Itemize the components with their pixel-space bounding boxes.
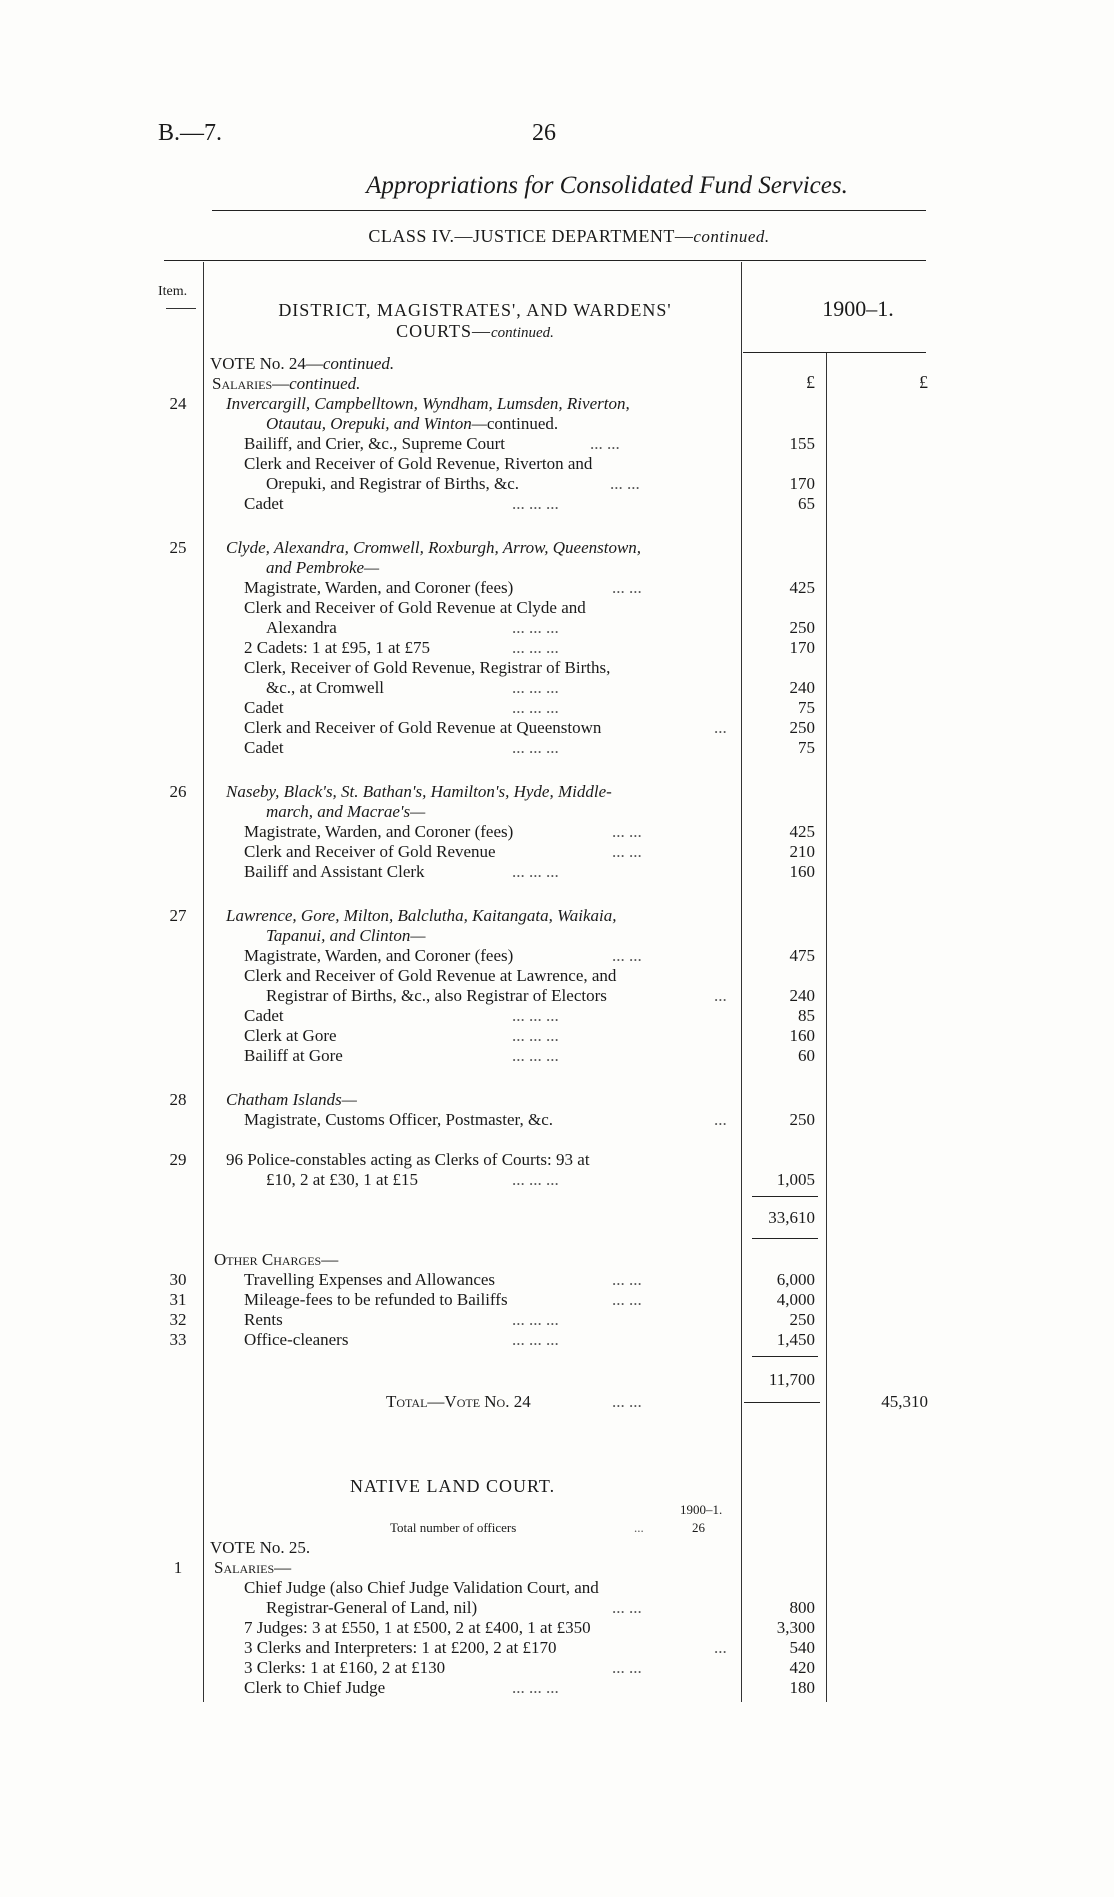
row-dots: ... ... ... [512,494,559,513]
row-text: Rents [244,1310,283,1329]
title-rule [212,210,926,211]
table-row [0,1618,1114,1638]
total-row [0,1392,1114,1412]
document-reference: B.—7. [158,120,223,146]
group-heading-cont [266,414,558,434]
group-25-heading-row [0,538,1114,558]
group-24-heading-row [0,394,1114,414]
row-text: 7 Judges: 3 at £550, 1 at £500, 2 at £400, 1 at £350 [244,1618,591,1637]
table-row [0,1330,1114,1350]
row-dots: ... ... ... [512,1330,559,1349]
row-dots: ... ... ... [512,1046,559,1065]
table-row [0,822,1114,842]
row-text: Bailiff and Assistant Clerk [244,862,425,881]
group-heading-text: Otautau, Orepuki, and Winton— [266,414,487,433]
row-text: Magistrate, Customs Officer, Postmaster, &c. [244,1110,553,1129]
table-row [0,618,1114,638]
pound-sign-1: £ [806,372,815,392]
table-row [0,1310,1114,1330]
salaries-label: Salaries— [214,1558,292,1577]
subtotal-rule-bottom [752,1238,818,1239]
item-number: 31 [169,1290,187,1309]
other-subtotal-rule [752,1356,818,1357]
row-amount: 155 [789,434,815,453]
class-heading [212,226,926,247]
salaries-label-row [0,374,1114,394]
vote-24-label [210,354,394,374]
table-row [0,842,1114,862]
row-text: Clerk and Receiver of Gold Revenue at Clyde and [244,598,586,617]
item-header-dash [166,308,196,309]
table-row [0,474,1114,494]
row-dots: ... ... ... [512,638,559,657]
row-amount: 240 [789,986,815,1005]
row-text: Magistrate, Warden, and Coroner (fees) [244,578,514,597]
row-text: Registrar of Births, &c., also Registrar of Electors [266,986,607,1005]
row-text: Magistrate, Warden, and Coroner (fees) [244,946,514,965]
table-row [0,1290,1114,1310]
class-heading-text: CLASS IV.—JUSTICE DEPARTMENT— [368,226,694,246]
row-amount: 160 [789,1026,815,1045]
salaries-text: Salaries— [212,374,290,393]
group-27-heading-row2 [0,926,1114,946]
item-number: 1 [173,1558,183,1577]
row-text: Clerk and Receiver of Gold Revenue at Queenstown [244,718,602,737]
row-dots: ... ... ... [512,738,559,757]
table-row [0,1026,1114,1046]
row-dots: ... ... [612,1598,642,1617]
item-number: 25 [169,538,187,557]
item-number: 33 [169,1330,187,1349]
other-charges-label: Other Charges— [214,1250,339,1269]
section-title-continued: continued. [491,325,554,341]
group-26-heading-row2 [0,802,1114,822]
row-amount: 1,005 [776,1170,815,1189]
row-amount: 425 [789,578,815,597]
table-row [0,946,1114,966]
row-text: Cadet [244,1006,284,1025]
vote-25-label-row [0,1538,1114,1558]
row-text: Clerk, Receiver of Gold Revenue, Registrar of Births, [244,658,611,677]
table-row [0,1006,1114,1026]
total-label: Total—Vote No. 24 [386,1392,531,1411]
class-rule [164,260,926,261]
row-dots: ... [714,718,727,737]
table-row [0,578,1114,598]
table-row [0,1598,1114,1618]
salaries-subtotal-row [0,1208,1114,1228]
native-land-court-title: NATIVE LAND COURT. [350,1476,556,1496]
table-row [0,1578,1114,1598]
row-text: Clerk and Receiver of Gold Revenue [244,842,496,861]
vote-24-continued: continued. [322,354,395,373]
row-dots: ... ... [612,578,642,597]
row-dots: ... ... [612,1392,642,1411]
row-dots: ... ... ... [512,1310,559,1329]
page-number: 26 [532,120,556,146]
group-heading-cont: and Pembroke— [266,558,380,577]
row-text: Registrar-General of Land, nil) [266,1598,478,1617]
officers-label: Total number of officers [390,1520,517,1535]
group-heading: Clyde, Alexandra, Cromwell, Roxburgh, Arrow, Queenstown, [226,538,642,557]
row-dots: ... ... [612,1658,642,1677]
row-dots: ... ... [590,434,620,453]
year-column-header: 1900–1. [822,296,894,321]
group-27-heading-row [0,906,1114,926]
vote-24-label-row [0,354,1114,374]
pound-sign-2: £ [919,372,928,392]
page-title: Appropriations for Consolidated Fund Services. [366,172,848,199]
group-heading: Invercargill, Campbelltown, Wyndham, Lumsden, Riverton, [226,394,630,413]
section-title-courts: COURTS— [396,321,492,341]
table-row [0,658,1114,678]
police-row-2 [0,1170,1114,1190]
table-row [0,1658,1114,1678]
row-text: Bailiff, and Crier, &c., Supreme Court [244,434,506,453]
row-dots: ... ... [612,822,642,841]
item-number: 29 [169,1150,187,1169]
row-dots: ... ... ... [512,618,559,637]
vote-24-text: VOTE No. 24— [210,354,323,373]
table-row [0,1110,1114,1130]
row-amount: 65 [798,494,815,513]
row-amount: 240 [789,678,815,697]
row-dots: ... ... ... [512,698,559,717]
row-dots: ... [714,986,727,1005]
year-header-rule [743,352,926,353]
group-heading-cont: march, and Macrae's— [266,802,426,821]
row-text: Clerk and Receiver of Gold Revenue, Riverton and [244,454,593,473]
row-dots: ... ... [612,1290,642,1309]
subtotal-rule [752,1196,818,1197]
row-amount: 1,450 [776,1330,815,1349]
table-row [0,494,1114,514]
row-text: Cadet [244,494,284,513]
row-text: 2 Cadets: 1 at £95, 1 at £75 [244,638,431,657]
row-amount: 425 [789,822,815,841]
row-amount: 4,000 [776,1290,815,1309]
row-amount: 85 [798,1006,815,1025]
row-dots: ... ... ... [512,1006,559,1025]
row-dots: ... ... [612,946,642,965]
row-amount: 420 [789,1658,815,1677]
row-dots: ... ... ... [512,1170,559,1189]
table-row [0,986,1114,1006]
table-row [0,598,1114,618]
class-heading-continued: continued. [693,227,770,246]
salaries-label [212,374,360,394]
row-text: 3 Clerks and Interpreters: 1 at £200, 2 at £170 [244,1638,557,1657]
row-dots: ... [634,1520,644,1535]
row-text: Clerk and Receiver of Gold Revenue at Lawrence, and [244,966,617,985]
row-dots: ... ... [612,1270,642,1289]
item-number: 27 [169,906,187,925]
row-amount: 250 [789,1310,815,1329]
item-column-header: Item. [158,284,188,299]
group-28-heading-row [0,1090,1114,1110]
row-amount: 250 [789,1110,815,1129]
other-charges-label-row [0,1250,1114,1270]
vote-25-label: VOTE No. 25. [210,1538,311,1557]
row-dots: ... ... ... [512,1026,559,1045]
item-number: 28 [169,1090,187,1109]
total-amount: 45,310 [881,1392,928,1411]
row-dots: ... ... ... [512,678,559,697]
row-amount: 800 [789,1598,815,1617]
row-dots: ... ... ... [512,1678,559,1697]
row-dots: ... ... ... [512,862,559,881]
item-number: 26 [169,782,187,801]
table-row [0,1046,1114,1066]
row-amount: 250 [789,618,815,637]
vote-25-salaries-row [0,1558,1114,1578]
table-row [0,718,1114,738]
group-heading: Chatham Islands— [226,1090,357,1109]
row-amount: 3,300 [776,1618,815,1637]
row-text: Orepuki, and Registrar of Births, &c. [266,474,520,493]
row-amount: 170 [789,474,815,493]
group-heading-continued: continued. [486,414,559,433]
officers-row [0,1518,1114,1538]
row-text: Travelling Expenses and Allowances [244,1270,496,1289]
table-row [0,966,1114,986]
row-text: Cadet [244,698,284,717]
table-row [0,1678,1114,1698]
row-amount: 75 [798,698,815,717]
table-row [0,738,1114,758]
officers-year: 1900–1. [680,1502,723,1517]
table-row [0,454,1114,474]
table-row [0,434,1114,454]
group-heading-cont: Tapanui, and Clinton— [266,926,426,945]
row-text: 3 Clerks: 1 at £160, 2 at £130 [244,1658,446,1677]
row-text: Chief Judge (also Chief Judge Validation Court, and [244,1578,599,1597]
row-text: Magistrate, Warden, and Coroner (fees) [244,822,514,841]
group-24-heading-row2 [0,414,1114,434]
item-number: 24 [169,394,187,413]
table-row [0,1638,1114,1658]
row-text: &c., at Cromwell [266,678,385,697]
row-text: Cadet [244,738,284,757]
row-dots: ... [714,1638,727,1657]
row-text: Clerk to Chief Judge [244,1678,386,1697]
row-amount: 180 [789,1678,815,1697]
row-amount: 75 [798,738,815,757]
officers-count: 26 [692,1520,705,1535]
row-amount: 60 [798,1046,815,1065]
row-dots: ... ... [612,842,642,861]
group-heading: Lawrence, Gore, Milton, Balclutha, Kaitangata, Waikaia, [226,906,617,925]
item-number: 30 [169,1270,187,1289]
table-row [0,698,1114,718]
row-text: 96 Police-constables acting as Clerks of Courts: 93 at [226,1150,590,1169]
row-dots: ... ... [610,474,640,493]
row-amount: 6,000 [776,1270,815,1289]
other-subtotal-row [0,1370,1114,1390]
other-subtotal: 11,700 [768,1370,815,1389]
row-text: Mileage-fees to be refunded to Bailiffs [244,1290,508,1309]
salaries-continued: continued. [289,374,361,393]
row-amount: 170 [789,638,815,657]
item-number: 32 [169,1310,187,1329]
table-row [0,862,1114,882]
salaries-subtotal: 33,610 [768,1208,815,1227]
row-amount: 540 [789,1638,815,1657]
section-title-line1: DISTRICT, MAGISTRATES', AND WARDENS' [278,300,672,320]
group-26-heading-row [0,782,1114,802]
row-text: Alexandra [266,618,337,637]
row-amount: 250 [789,718,815,737]
group-25-heading-row2 [0,558,1114,578]
table-row [0,1270,1114,1290]
row-text: Clerk at Gore [244,1026,337,1045]
row-text: Bailiff at Gore [244,1046,343,1065]
row-amount: 210 [789,842,815,861]
group-heading: Naseby, Black's, St. Bathan's, Hamilton's, Hyde, Middle- [226,782,612,801]
table-row [0,678,1114,698]
row-dots: ... [714,1110,727,1129]
row-text: Office-cleaners [244,1330,349,1349]
row-amount: 160 [789,862,815,881]
table-row [0,638,1114,658]
section-title-line2 [210,321,740,343]
row-amount: 475 [789,946,815,965]
police-row-1 [0,1150,1114,1170]
row-text: £10, 2 at £30, 1 at £15 [266,1170,419,1189]
